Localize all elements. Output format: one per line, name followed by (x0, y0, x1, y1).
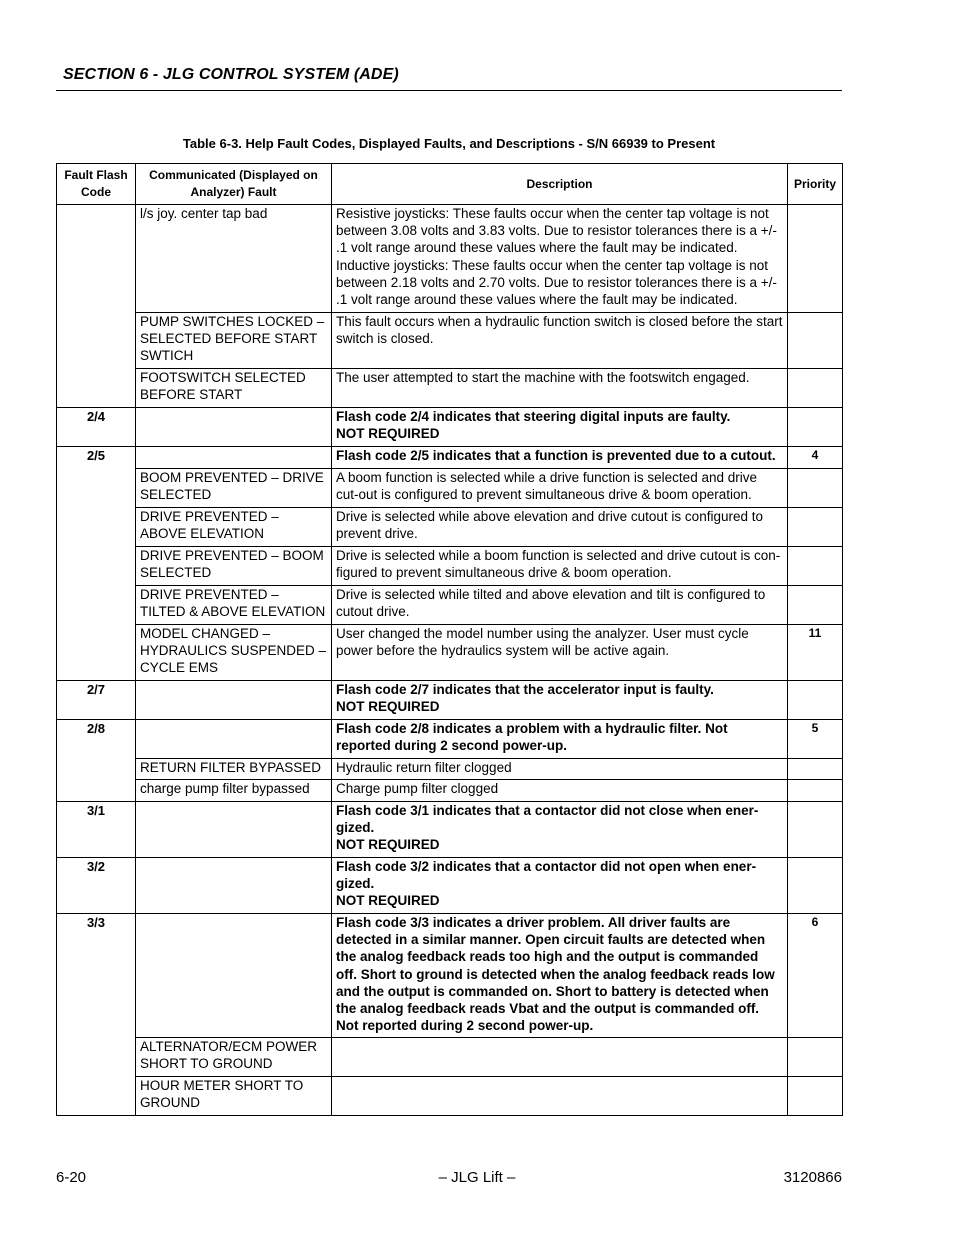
column-header-description: Description (332, 164, 788, 205)
priority-cell (788, 1038, 843, 1077)
fault-cell (136, 681, 332, 720)
fault-cell: RETURN FILTER BYPASSED (136, 759, 332, 780)
description-cell (332, 802, 788, 858)
table-header-row (57, 164, 843, 205)
fault-code-table (56, 163, 843, 1116)
description-cell: Drive is selected while tilted and above elevation and tilt is configured to cutout drive. (332, 586, 788, 625)
table-row (57, 914, 843, 1038)
description-text: Flash code 3/2 indicates that a contactor did not open when ener-gized. (336, 859, 757, 892)
priority-cell (788, 508, 843, 547)
fault-cell: FOOTSWITCH SELECTED BEFORE START (136, 369, 332, 408)
priority-cell: 5 (788, 720, 843, 759)
table-row (57, 205, 843, 313)
description-cell: Charge pump filter clogged (332, 780, 788, 802)
fault-cell (136, 447, 332, 469)
table-title: Table 6-3. Help Fault Codes, Displayed Faults, and Descriptions - S/N 66939 to Present (182, 136, 716, 151)
table-row (57, 759, 843, 780)
fault-code-cell (57, 205, 136, 408)
table-row (57, 547, 843, 586)
fault-code-cell: 2/8 (57, 720, 136, 802)
table-row (57, 802, 843, 858)
fault-code-cell: 3/3 (57, 914, 136, 1116)
not-required-note: NOT REQUIRED (336, 426, 440, 442)
description-cell (332, 408, 788, 447)
description-cell: Flash code 3/3 indicates a driver problem. All driver faults are detected in a similar manner. Open circuit faults are detected when the analog feedback reads too high and the output is commanded off. Short to ground is detected when the analog feedback reads low and the output is commanded on. Short to battery is detected when the analog feedback reads Vbat and the output is commanded off. Not reported during 2 second power-up. (332, 914, 788, 1038)
not-required-note: NOT REQUIRED (336, 837, 440, 853)
fault-code-cell: 2/5 (57, 447, 136, 681)
priority-cell (788, 469, 843, 508)
fault-cell (136, 858, 332, 914)
fault-cell (136, 802, 332, 858)
priority-cell (788, 408, 843, 447)
fault-cell: l/s joy. center tap bad (136, 205, 332, 313)
fault-code-cell: 2/4 (57, 408, 136, 447)
priority-cell (788, 1077, 843, 1116)
column-header-code: Fault Flash Code (57, 164, 136, 205)
table-row (57, 586, 843, 625)
description-cell (332, 858, 788, 914)
description-cell (332, 681, 788, 720)
table-row (57, 1038, 843, 1077)
not-required-note: NOT REQUIRED (336, 699, 440, 715)
priority-cell: 11 (788, 625, 843, 681)
fault-code-cell: 3/1 (57, 802, 136, 858)
fault-cell: ALTERNATOR/ECM POWER SHORT TO GROUND (136, 1038, 332, 1077)
description-text: Flash code 2/4 indicates that steering digital inputs are faulty. (336, 409, 731, 424)
priority-cell (788, 205, 843, 313)
fault-code-cell: 3/2 (57, 858, 136, 914)
table-row (57, 1077, 843, 1116)
priority-cell (788, 681, 843, 720)
table-row (57, 720, 843, 759)
table-row (57, 313, 843, 369)
priority-cell (788, 369, 843, 408)
fault-cell (136, 914, 332, 1038)
priority-cell: 6 (788, 914, 843, 1038)
column-header-priority: Priority (788, 164, 843, 205)
table-row (57, 447, 843, 469)
fault-cell: BOOM PREVENTED – DRIVE SELECTED (136, 469, 332, 508)
description-cell: User changed the model number using the analyzer. User must cycle power before the hydraulics system will be active again. (332, 625, 788, 681)
description-cell: The user attempted to start the machine with the footswitch engaged. (332, 369, 788, 408)
fault-cell: PUMP SWITCHES LOCKED – SELECTED BEFORE START SWTICH (136, 313, 332, 369)
description-cell (332, 1038, 788, 1077)
fault-cell: DRIVE PREVENTED – TILTED & ABOVE ELEVATION (136, 586, 332, 625)
priority-cell (788, 780, 843, 802)
fault-cell: DRIVE PREVENTED – ABOVE ELEVATION (136, 508, 332, 547)
priority-cell (788, 547, 843, 586)
fault-code-cell: 2/7 (57, 681, 136, 720)
description-cell: Hydraulic return filter clogged (332, 759, 788, 780)
table-row (57, 780, 843, 802)
document-number: 3120866 (783, 1169, 842, 1186)
table-row (57, 369, 843, 408)
priority-cell (788, 858, 843, 914)
fault-cell: HOUR METER SHORT TO GROUND (136, 1077, 332, 1116)
fault-cell: charge pump filter bypassed (136, 780, 332, 802)
description-cell: Flash code 2/5 indicates that a function is prevented due to a cutout. (332, 447, 788, 469)
description-cell: Flash code 2/8 indicates a problem with a hydraulic filter. Not reported during 2 second power-up. (332, 720, 788, 759)
table-row (57, 408, 843, 447)
fault-cell: DRIVE PREVENTED – BOOM SELECTED (136, 547, 332, 586)
priority-cell: 4 (788, 447, 843, 469)
fault-cell (136, 408, 332, 447)
column-header-fault: Communicated (Displayed on Analyzer) Fault (136, 164, 332, 205)
priority-cell (788, 759, 843, 780)
page-number: 6-20 (56, 1169, 87, 1186)
fault-cell (136, 720, 332, 759)
priority-cell (788, 586, 843, 625)
priority-cell (788, 313, 843, 369)
description-text: Flash code 2/7 indicates that the accelerator input is faulty. (336, 682, 714, 697)
description-cell: Drive is selected while a boom function is selected and drive cutout is con-figured to prevent simultaneous drive & boom operation. (332, 547, 788, 586)
description-cell: Drive is selected while above elevation and drive cutout is configured to prevent drive. (332, 508, 788, 547)
priority-cell (788, 802, 843, 858)
table-row (57, 508, 843, 547)
table-row (57, 469, 843, 508)
table-row (57, 681, 843, 720)
footer-publisher: – JLG Lift – (438, 1169, 516, 1186)
fault-cell: MODEL CHANGED – HYDRAULICS SUSPENDED – CYCLE EMS (136, 625, 332, 681)
description-cell: This fault occurs when a hydraulic function switch is closed before the start switch is closed. (332, 313, 788, 369)
section-title: SECTION 6 - JLG CONTROL SYSTEM (ADE) (63, 66, 399, 83)
table-row (57, 858, 843, 914)
header-rule (56, 90, 842, 91)
table-row (57, 625, 843, 681)
description-cell (332, 1077, 788, 1116)
description-cell: A boom function is selected while a drive function is selected and drive cut-out is configured to prevent simultaneous drive & boom operation. (332, 469, 788, 508)
description-text: Flash code 3/1 indicates that a contactor did not close when ener-gized. (336, 803, 759, 836)
not-required-note: NOT REQUIRED (336, 893, 440, 909)
description-cell: Resistive joysticks: These faults occur when the center tap voltage is not between 3.08 volts and 3.83 volts. Due to resistor tolerances there is a +/- .1 volt range around these values where the fault may be indicated. Inductive joysticks: These faults occur when the center tap voltage is not between 2.18 volts and 2.70 volts. Due to resistor tolerances there is a +/- .1 volt range around these values where the fault may be indicated. (332, 205, 788, 313)
